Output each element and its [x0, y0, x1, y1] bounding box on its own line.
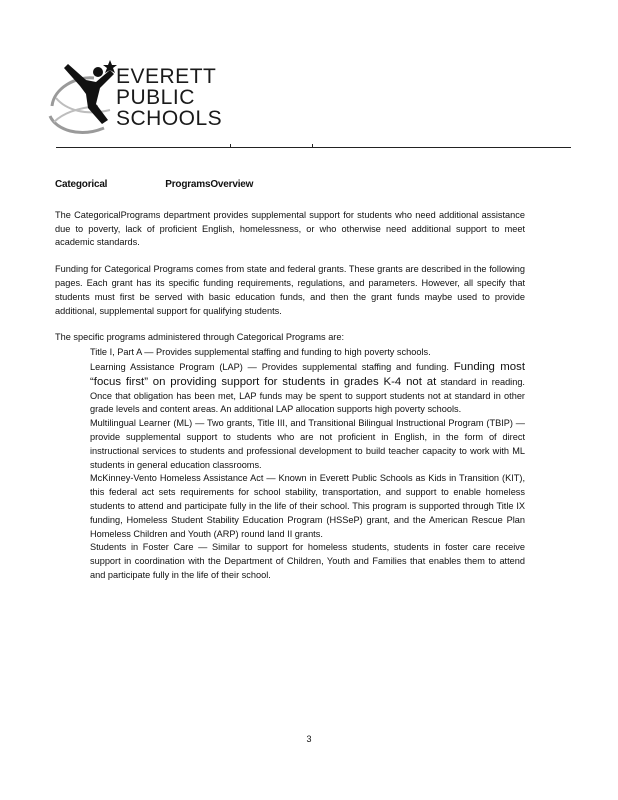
program-title-i-text: Title I, Part A — Provides supplemental staffing and funding to high poverty schools.	[90, 347, 431, 358]
section-heading-part-2: ProgramsOverview	[165, 179, 254, 190]
list-item	[55, 346, 525, 360]
list-item	[55, 360, 525, 417]
section-heading	[55, 178, 525, 192]
header-divider-tick	[230, 144, 231, 147]
program-lap-text: Learning Assistance Program (LAP) — Provides supplemental staffing and funding.	[90, 361, 449, 372]
program-lap-text-continued: standard in reading. Once that obligation has been met, LAP funds may be spent to support students not at standard in other grade levels and content areas. An additional LAP allocation supports high poverty schools.	[90, 376, 525, 415]
list-item	[55, 417, 525, 472]
logo-line-1: EVERETT	[116, 65, 217, 88]
list-item	[55, 541, 525, 582]
program-foster-care-text: Students in Foster Care — Similar to support for homeless students, students in foster care receive support in coordination with the Department of Children, Youth and Families that enables them to attend and participate fully in the life of their school.	[90, 542, 525, 580]
programs-list	[55, 346, 525, 583]
header-divider-tick	[312, 144, 313, 147]
page-number: 3	[306, 734, 312, 744]
programs-intro-paragraph: The specific programs administered through Categorical Programs are:	[55, 332, 345, 343]
logo-line-3: SCHOOLS	[116, 107, 223, 130]
program-lap-emphasis-text: Funding most “focus first” on providing support for students in grades K-4 not at	[90, 360, 525, 388]
logo-line-2: PUBLIC	[116, 86, 195, 109]
program-ml-text: Multilingual Learner (ML) — Two grants, Title III, and Transitional Bilingual Instructional Program (TBIP) — provide supplemental support to students who are not proficient in English, in the form of direct instructional services to students and professional development to build teacher capacity to work with ML students in general education classrooms.	[90, 418, 525, 470]
document-body	[55, 178, 525, 583]
district-logo-wordmark	[116, 66, 222, 129]
header-divider	[56, 147, 571, 148]
list-item	[55, 472, 525, 541]
section-heading-part-1: Categorical	[55, 179, 108, 190]
program-mckinney-vento-text: McKinney-Vento Homeless Assistance Act — Known in Everett Public Schools as Kids in Transition (KIT), this federal act sets requirements for school stability, transportation, and support to enable homeless students to attend and participate fully in the life of their school. This program is supported through Title IX funding, Homeless Student Stability Education Program (HSSeP) grant, and the American Rescue Plan Homeless Children and Youth (ARP) round land II grants.	[90, 473, 525, 539]
intro-paragraph: The CategoricalPrograms department provides supplemental support for students who need additional assistance due to poverty, lack of proficient English, homelessness, or who otherwise need additional support to meet academic standards.	[55, 209, 525, 248]
funding-paragraph: Funding for Categorical Programs comes from state and federal grants. These grants are described in the following pages. Each grant has its specific funding requirements, regulations, and parameters. However, all specify that students must first be served with basic education funds, and then the grant funds maybe used to provide additional, supplemental support for qualifying students.	[55, 264, 525, 316]
